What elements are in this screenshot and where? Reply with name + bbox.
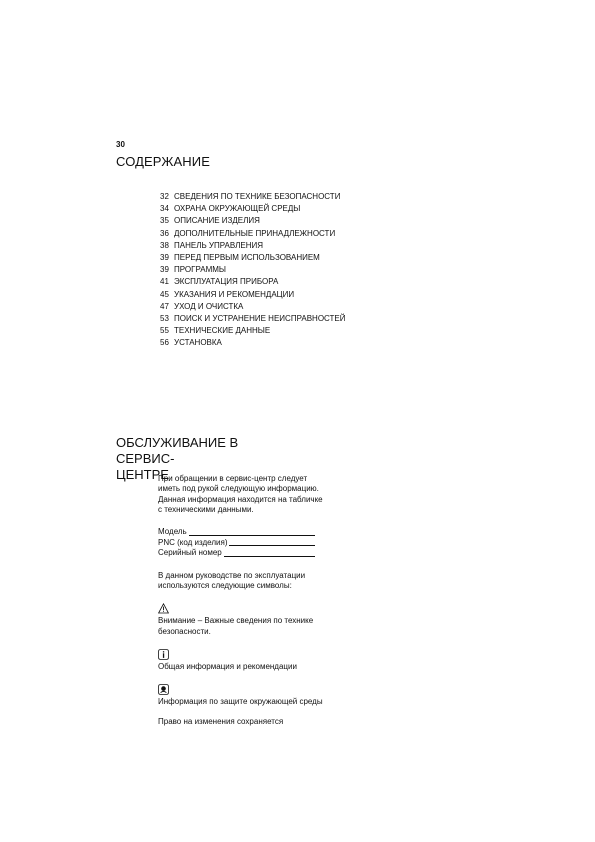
toc-page: 35 [160,216,169,226]
toc-item[interactable] [160,313,346,325]
environment-icon [158,684,169,695]
toc-label: ДОПОЛНИТЕЛЬНЫЕ ПРИНАДЛЕЖНОСТИ [174,228,336,238]
warning-icon [158,603,169,614]
service-intro [158,474,328,515]
toc-label: ПЕРЕД ПЕРВЫМ ИСПОЛЬЗОВАНИЕМ [174,253,320,263]
toc-item[interactable] [160,203,346,215]
toc-page: 56 [160,338,169,348]
toc-page: 32 [160,192,169,201]
symbol-text: Общая информация и рекомендации [158,661,297,671]
toc-label: ОПИСАНИЕ ИЗДЕЛИЯ [174,216,260,226]
toc-item[interactable] [160,289,346,301]
service-title-line: ОБСЛУЖИВАНИЕ В СЕРВИС- [116,435,239,466]
symbols-intro-line: В данном руководстве по эксплуатации [158,570,306,580]
toc-page: 55 [160,326,169,336]
info-fields [158,527,315,559]
toc-page: 53 [160,314,169,324]
warning-symbol-entry [158,603,328,637]
symbol-text: Внимание – Важные сведения по технике [158,616,314,626]
table-of-contents [160,191,346,350]
environment-symbol-entry [158,684,328,707]
toc-page: 45 [160,289,169,299]
toc-label: ПАНЕЛЬ УПРАВЛЕНИЯ [174,240,264,250]
toc-title: СОДЕРЖАНИЕ [116,154,211,169]
info-symbol-entry [158,649,328,672]
toc-item[interactable] [160,228,346,240]
toc-page: 39 [160,253,169,263]
toc-item[interactable] [160,215,346,227]
toc-label: ТЕХНИЧЕСКИЕ ДАННЫЕ [174,326,271,336]
toc-item[interactable] [160,191,346,203]
toc-page: 38 [160,240,169,250]
intro-line: с техническими данными. [158,504,254,514]
toc-item[interactable] [160,240,346,252]
field-underline [189,535,315,536]
symbol-text: Информация по защите окружающей среды [158,697,323,707]
toc-label: ЭКСПЛУАТАЦИЯ ПРИБОРА [174,277,279,287]
toc-item[interactable] [160,325,346,337]
toc-item[interactable] [160,301,346,313]
field-label: Серийный номер [158,548,222,558]
rights-notice: Право на изменения сохраняется [158,717,284,727]
toc-label: УХОД И ОЧИСТКА [174,301,244,311]
serial-number-field [158,548,315,559]
toc-page: 39 [160,265,169,275]
service-title-line: ЦЕНТРЕ [116,467,169,482]
toc-page: 34 [160,204,169,214]
toc-item[interactable] [160,264,346,276]
field-underline [224,556,315,557]
intro-line: При обращении в сервис-центр следует [158,474,308,483]
symbols-intro-line: используются следующие символы: [158,580,292,590]
toc-label: ПОИСК И УСТРАНЕНИЕ НЕИСПРАВНОСТЕЙ [174,314,346,324]
symbols-intro [158,571,328,592]
toc-item[interactable] [160,276,346,288]
field-label: Модель [158,527,187,537]
toc-label: ОХРАНА ОКРУЖАЮЩЕЙ СРЕДЫ [174,204,301,214]
toc-label: УСТАНОВКА [174,338,222,348]
pnc-field [158,538,315,549]
intro-line: иметь под рукой следующую информацию. [158,484,319,494]
toc-page: 36 [160,228,169,238]
field-label: PNC (код изделия) [158,537,228,547]
service-section [158,474,328,728]
toc-page: 41 [160,277,169,287]
toc-label: ПРОГРАММЫ [174,265,227,275]
field-underline [229,545,315,546]
symbol-text: безопасности. [158,626,211,636]
toc-page: 47 [160,301,169,311]
toc-item[interactable] [160,337,346,349]
info-icon [158,649,169,660]
toc-label: СВЕДЕНИЯ ПО ТЕХНИКЕ БЕЗОПАСНОСТИ [174,192,341,201]
intro-line: Данная информация находится на табличке [158,494,323,504]
model-field [158,527,315,538]
page-number: 30 [116,140,125,149]
toc-label: УКАЗАНИЯ И РЕКОМЕНДАЦИИ [174,289,295,299]
toc-item[interactable] [160,252,346,264]
